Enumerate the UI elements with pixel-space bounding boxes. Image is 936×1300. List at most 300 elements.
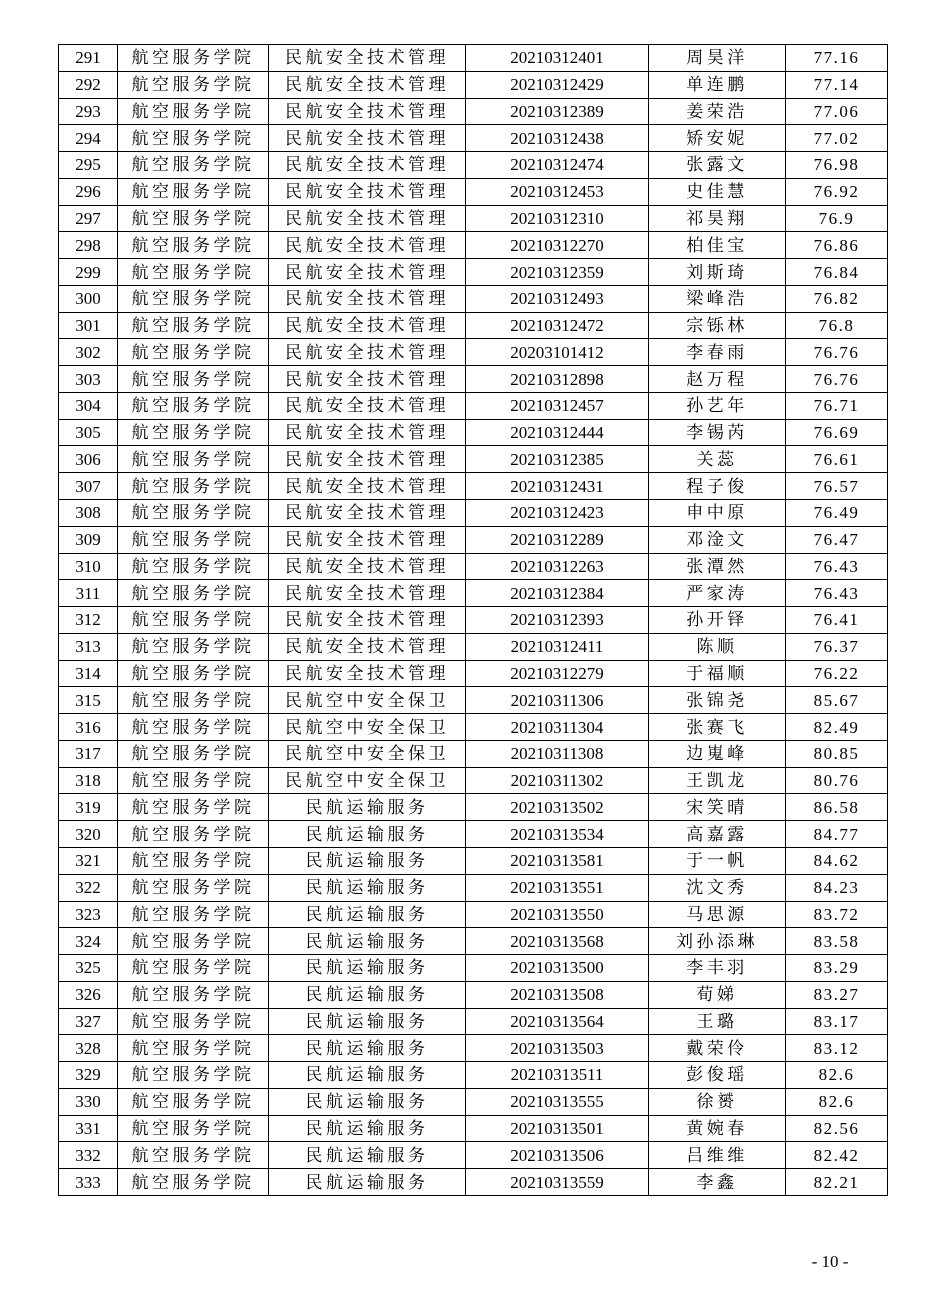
cell-row-number: 323: [59, 901, 118, 928]
cell-name: 宋笑晴: [649, 794, 786, 821]
cell-college: 航空服务学院: [118, 794, 269, 821]
cell-exam-id: 20210312898: [466, 366, 649, 393]
cell-major: 民航安全技术管理: [269, 339, 466, 366]
cell-major: 民航安全技术管理: [269, 633, 466, 660]
cell-row-number: 304: [59, 392, 118, 419]
table-row: [59, 714, 888, 741]
cell-row-number: 328: [59, 1035, 118, 1062]
cell-score: 76.49: [786, 500, 888, 527]
cell-exam-id: 20210313568: [466, 928, 649, 955]
table-row: [59, 740, 888, 767]
table-row: [59, 687, 888, 714]
cell-major: 民航安全技术管理: [269, 500, 466, 527]
cell-row-number: 313: [59, 633, 118, 660]
cell-score: 82.56: [786, 1115, 888, 1142]
cell-exam-id: 20210312431: [466, 473, 649, 500]
cell-major: 民航运输服务: [269, 1008, 466, 1035]
cell-college: 航空服务学院: [118, 1169, 269, 1196]
cell-major: 民航安全技术管理: [269, 98, 466, 125]
cell-college: 航空服务学院: [118, 901, 269, 928]
cell-score: 83.58: [786, 928, 888, 955]
cell-college: 航空服务学院: [118, 446, 269, 473]
cell-name: 赵万程: [649, 366, 786, 393]
cell-college: 航空服务学院: [118, 1062, 269, 1089]
cell-major: 民航安全技术管理: [269, 660, 466, 687]
cell-college: 航空服务学院: [118, 1115, 269, 1142]
cell-row-number: 324: [59, 928, 118, 955]
cell-exam-id: 20210312472: [466, 312, 649, 339]
cell-name: 李锡芮: [649, 419, 786, 446]
cell-exam-id: 20210312310: [466, 205, 649, 232]
table-row: [59, 767, 888, 794]
cell-score: 82.49: [786, 714, 888, 741]
cell-row-number: 312: [59, 607, 118, 634]
cell-name: 彭俊瑶: [649, 1062, 786, 1089]
score-table: [58, 44, 888, 1196]
cell-college: 航空服务学院: [118, 312, 269, 339]
cell-name: 马思源: [649, 901, 786, 928]
cell-name: 张赛飞: [649, 714, 786, 741]
cell-score: 76.37: [786, 633, 888, 660]
cell-major: 民航安全技术管理: [269, 71, 466, 98]
cell-major: 民航安全技术管理: [269, 553, 466, 580]
cell-college: 航空服务学院: [118, 1035, 269, 1062]
cell-row-number: 295: [59, 152, 118, 179]
cell-major: 民航运输服务: [269, 821, 466, 848]
cell-score: 77.16: [786, 45, 888, 72]
cell-college: 航空服务学院: [118, 1008, 269, 1035]
cell-row-number: 333: [59, 1169, 118, 1196]
cell-college: 航空服务学院: [118, 981, 269, 1008]
table-row: [59, 874, 888, 901]
table-row: [59, 1115, 888, 1142]
cell-row-number: 321: [59, 847, 118, 874]
cell-college: 航空服务学院: [118, 607, 269, 634]
table-row: [59, 526, 888, 553]
table-row: [59, 71, 888, 98]
table-row: [59, 500, 888, 527]
cell-name: 于一帆: [649, 847, 786, 874]
cell-score: 77.02: [786, 125, 888, 152]
cell-name: 史佳慧: [649, 178, 786, 205]
table-row: [59, 553, 888, 580]
cell-score: 76.9: [786, 205, 888, 232]
cell-score: 83.12: [786, 1035, 888, 1062]
cell-major: 民航安全技术管理: [269, 232, 466, 259]
table-row: [59, 125, 888, 152]
cell-exam-id: 20210313581: [466, 847, 649, 874]
cell-score: 84.77: [786, 821, 888, 848]
cell-major: 民航运输服务: [269, 955, 466, 982]
cell-major: 民航安全技术管理: [269, 259, 466, 286]
cell-score: 85.67: [786, 687, 888, 714]
cell-major: 民航空中安全保卫: [269, 767, 466, 794]
cell-college: 航空服务学院: [118, 740, 269, 767]
cell-exam-id: 20210312359: [466, 259, 649, 286]
cell-college: 航空服务学院: [118, 45, 269, 72]
cell-name: 陈顺: [649, 633, 786, 660]
cell-exam-id: 20210312423: [466, 500, 649, 527]
cell-score: 76.22: [786, 660, 888, 687]
cell-major: 民航安全技术管理: [269, 526, 466, 553]
cell-name: 单连鹏: [649, 71, 786, 98]
cell-exam-id: 20210313534: [466, 821, 649, 848]
cell-major: 民航安全技术管理: [269, 607, 466, 634]
cell-name: 徐赟: [649, 1088, 786, 1115]
table-row: [59, 232, 888, 259]
cell-college: 航空服务学院: [118, 125, 269, 152]
cell-row-number: 326: [59, 981, 118, 1008]
cell-row-number: 297: [59, 205, 118, 232]
cell-score: 76.43: [786, 580, 888, 607]
cell-score: 83.17: [786, 1008, 888, 1035]
cell-exam-id: 20210313506: [466, 1142, 649, 1169]
cell-score: 76.47: [786, 526, 888, 553]
cell-exam-id: 20210311304: [466, 714, 649, 741]
table-row: [59, 446, 888, 473]
cell-major: 民航安全技术管理: [269, 473, 466, 500]
cell-name: 张潭然: [649, 553, 786, 580]
cell-score: 76.82: [786, 285, 888, 312]
cell-major: 民航安全技术管理: [269, 45, 466, 72]
cell-name: 孙开铎: [649, 607, 786, 634]
cell-score: 76.41: [786, 607, 888, 634]
cell-name: 李鑫: [649, 1169, 786, 1196]
cell-name: 黄婉春: [649, 1115, 786, 1142]
cell-name: 李丰羽: [649, 955, 786, 982]
cell-name: 王凯龙: [649, 767, 786, 794]
cell-row-number: 301: [59, 312, 118, 339]
cell-name: 周昊洋: [649, 45, 786, 72]
cell-row-number: 311: [59, 580, 118, 607]
cell-exam-id: 20210311302: [466, 767, 649, 794]
cell-row-number: 322: [59, 874, 118, 901]
cell-exam-id: 20210313564: [466, 1008, 649, 1035]
cell-major: 民航运输服务: [269, 874, 466, 901]
table-row: [59, 392, 888, 419]
cell-college: 航空服务学院: [118, 955, 269, 982]
cell-major: 民航安全技术管理: [269, 446, 466, 473]
cell-name: 柏佳宝: [649, 232, 786, 259]
cell-major: 民航安全技术管理: [269, 205, 466, 232]
table-row: [59, 473, 888, 500]
cell-exam-id: 20210313501: [466, 1115, 649, 1142]
cell-college: 航空服务学院: [118, 419, 269, 446]
cell-name: 邓淦文: [649, 526, 786, 553]
cell-major: 民航运输服务: [269, 1062, 466, 1089]
cell-name: 申中原: [649, 500, 786, 527]
page-number: - 10 -: [811, 1252, 849, 1271]
table-row: [59, 98, 888, 125]
cell-major: 民航安全技术管理: [269, 285, 466, 312]
table-row: [59, 45, 888, 72]
cell-college: 航空服务学院: [118, 98, 269, 125]
table-row: [59, 607, 888, 634]
cell-major: 民航安全技术管理: [269, 366, 466, 393]
cell-name: 严家涛: [649, 580, 786, 607]
cell-name: 戴荣伶: [649, 1035, 786, 1062]
cell-major: 民航空中安全保卫: [269, 687, 466, 714]
table-row: [59, 419, 888, 446]
cell-name: 姜荣浩: [649, 98, 786, 125]
cell-row-number: 307: [59, 473, 118, 500]
cell-name: 王璐: [649, 1008, 786, 1035]
cell-name: 关蕊: [649, 446, 786, 473]
cell-exam-id: 20210312444: [466, 419, 649, 446]
cell-exam-id: 20210313511: [466, 1062, 649, 1089]
table-row: [59, 794, 888, 821]
cell-name: 程子俊: [649, 473, 786, 500]
cell-row-number: 309: [59, 526, 118, 553]
cell-college: 航空服务学院: [118, 232, 269, 259]
cell-name: 矫安妮: [649, 125, 786, 152]
cell-college: 航空服务学院: [118, 1088, 269, 1115]
cell-name: 刘孙添琳: [649, 928, 786, 955]
cell-score: 76.57: [786, 473, 888, 500]
cell-score: 76.76: [786, 339, 888, 366]
cell-exam-id: 20210313500: [466, 955, 649, 982]
cell-score: 82.6: [786, 1088, 888, 1115]
table-row: [59, 955, 888, 982]
cell-exam-id: 20210312384: [466, 580, 649, 607]
cell-major: 民航安全技术管理: [269, 580, 466, 607]
table-row: [59, 178, 888, 205]
cell-college: 航空服务学院: [118, 285, 269, 312]
cell-major: 民航运输服务: [269, 928, 466, 955]
table-row: [59, 580, 888, 607]
cell-major: 民航安全技术管理: [269, 392, 466, 419]
cell-name: 梁峰浩: [649, 285, 786, 312]
cell-exam-id: 20210312438: [466, 125, 649, 152]
table-row: [59, 928, 888, 955]
cell-row-number: 303: [59, 366, 118, 393]
cell-name: 孙艺年: [649, 392, 786, 419]
cell-score: 84.62: [786, 847, 888, 874]
table-row: [59, 152, 888, 179]
cell-score: 76.98: [786, 152, 888, 179]
cell-name: 沈文秀: [649, 874, 786, 901]
cell-exam-id: 20210312474: [466, 152, 649, 179]
cell-exam-id: 20210313551: [466, 874, 649, 901]
cell-name: 祁昊翔: [649, 205, 786, 232]
cell-college: 航空服务学院: [118, 714, 269, 741]
cell-score: 76.69: [786, 419, 888, 446]
cell-college: 航空服务学院: [118, 339, 269, 366]
cell-college: 航空服务学院: [118, 687, 269, 714]
cell-college: 航空服务学院: [118, 767, 269, 794]
cell-college: 航空服务学院: [118, 526, 269, 553]
table-row: [59, 821, 888, 848]
cell-exam-id: 20210313555: [466, 1088, 649, 1115]
cell-row-number: 327: [59, 1008, 118, 1035]
cell-exam-id: 20210313559: [466, 1169, 649, 1196]
cell-name: 刘斯琦: [649, 259, 786, 286]
table-row: [59, 633, 888, 660]
cell-exam-id: 20210311308: [466, 740, 649, 767]
cell-row-number: 292: [59, 71, 118, 98]
cell-major: 民航运输服务: [269, 847, 466, 874]
cell-major: 民航运输服务: [269, 1115, 466, 1142]
cell-college: 航空服务学院: [118, 392, 269, 419]
cell-college: 航空服务学院: [118, 259, 269, 286]
cell-exam-id: 20210312429: [466, 71, 649, 98]
table-row: [59, 1062, 888, 1089]
cell-college: 航空服务学院: [118, 152, 269, 179]
cell-exam-id: 20210312493: [466, 285, 649, 312]
table-row: [59, 205, 888, 232]
table-row: [59, 1142, 888, 1169]
cell-score: 80.76: [786, 767, 888, 794]
cell-exam-id: 20203101412: [466, 339, 649, 366]
cell-score: 83.72: [786, 901, 888, 928]
cell-row-number: 316: [59, 714, 118, 741]
cell-name: 张锦尧: [649, 687, 786, 714]
cell-row-number: 293: [59, 98, 118, 125]
cell-row-number: 332: [59, 1142, 118, 1169]
table-row: [59, 1169, 888, 1196]
cell-major: 民航空中安全保卫: [269, 714, 466, 741]
cell-row-number: 329: [59, 1062, 118, 1089]
cell-college: 航空服务学院: [118, 580, 269, 607]
cell-exam-id: 20210312453: [466, 178, 649, 205]
cell-row-number: 319: [59, 794, 118, 821]
cell-name: 吕维维: [649, 1142, 786, 1169]
cell-exam-id: 20210312389: [466, 98, 649, 125]
cell-major: 民航安全技术管理: [269, 178, 466, 205]
cell-college: 航空服务学院: [118, 874, 269, 901]
cell-score: 76.76: [786, 366, 888, 393]
cell-major: 民航运输服务: [269, 1142, 466, 1169]
table-row: [59, 901, 888, 928]
cell-score: 76.92: [786, 178, 888, 205]
cell-row-number: 325: [59, 955, 118, 982]
cell-row-number: 305: [59, 419, 118, 446]
cell-name: 荀娣: [649, 981, 786, 1008]
cell-major: 民航安全技术管理: [269, 419, 466, 446]
cell-score: 76.43: [786, 553, 888, 580]
cell-row-number: 298: [59, 232, 118, 259]
cell-exam-id: 20210313503: [466, 1035, 649, 1062]
table-row: [59, 1008, 888, 1035]
cell-major: 民航运输服务: [269, 901, 466, 928]
cell-row-number: 320: [59, 821, 118, 848]
cell-major: 民航运输服务: [269, 1088, 466, 1115]
table-row: [59, 1035, 888, 1062]
cell-exam-id: 20210312279: [466, 660, 649, 687]
cell-major: 民航空中安全保卫: [269, 740, 466, 767]
cell-row-number: 300: [59, 285, 118, 312]
cell-score: 76.61: [786, 446, 888, 473]
cell-row-number: 318: [59, 767, 118, 794]
cell-name: 边嵬峰: [649, 740, 786, 767]
cell-major: 民航安全技术管理: [269, 152, 466, 179]
cell-major: 民航安全技术管理: [269, 312, 466, 339]
cell-college: 航空服务学院: [118, 928, 269, 955]
cell-row-number: 315: [59, 687, 118, 714]
cell-college: 航空服务学院: [118, 71, 269, 98]
cell-college: 航空服务学院: [118, 205, 269, 232]
cell-score: 82.21: [786, 1169, 888, 1196]
cell-exam-id: 20210312263: [466, 553, 649, 580]
table-row: [59, 285, 888, 312]
cell-row-number: 317: [59, 740, 118, 767]
cell-college: 航空服务学院: [118, 500, 269, 527]
cell-score: 82.42: [786, 1142, 888, 1169]
cell-score: 82.6: [786, 1062, 888, 1089]
cell-major: 民航运输服务: [269, 981, 466, 1008]
cell-row-number: 330: [59, 1088, 118, 1115]
cell-score: 76.86: [786, 232, 888, 259]
cell-college: 航空服务学院: [118, 660, 269, 687]
cell-row-number: 331: [59, 1115, 118, 1142]
cell-row-number: 302: [59, 339, 118, 366]
table-row: [59, 339, 888, 366]
cell-exam-id: 20210312401: [466, 45, 649, 72]
cell-major: 民航运输服务: [269, 794, 466, 821]
cell-college: 航空服务学院: [118, 1142, 269, 1169]
cell-score: 77.14: [786, 71, 888, 98]
cell-exam-id: 20210312270: [466, 232, 649, 259]
table-row: [59, 259, 888, 286]
cell-score: 80.85: [786, 740, 888, 767]
cell-name: 张露文: [649, 152, 786, 179]
cell-major: 民航运输服务: [269, 1035, 466, 1062]
score-table-body: [59, 45, 888, 1196]
cell-row-number: 310: [59, 553, 118, 580]
cell-name: 李春雨: [649, 339, 786, 366]
cell-exam-id: 20210312411: [466, 633, 649, 660]
cell-major: 民航运输服务: [269, 1169, 466, 1196]
cell-exam-id: 20210313502: [466, 794, 649, 821]
table-row: [59, 660, 888, 687]
cell-name: 于福顺: [649, 660, 786, 687]
cell-row-number: 306: [59, 446, 118, 473]
cell-score: 83.27: [786, 981, 888, 1008]
cell-exam-id: 20210311306: [466, 687, 649, 714]
cell-score: 76.84: [786, 259, 888, 286]
cell-exam-id: 20210312289: [466, 526, 649, 553]
cell-major: 民航安全技术管理: [269, 125, 466, 152]
cell-score: 77.06: [786, 98, 888, 125]
table-row: [59, 847, 888, 874]
cell-exam-id: 20210313550: [466, 901, 649, 928]
cell-college: 航空服务学院: [118, 553, 269, 580]
cell-score: 83.29: [786, 955, 888, 982]
cell-exam-id: 20210313508: [466, 981, 649, 1008]
cell-row-number: 294: [59, 125, 118, 152]
cell-exam-id: 20210312457: [466, 392, 649, 419]
cell-college: 航空服务学院: [118, 473, 269, 500]
cell-row-number: 308: [59, 500, 118, 527]
cell-exam-id: 20210312393: [466, 607, 649, 634]
table-row: [59, 312, 888, 339]
cell-college: 航空服务学院: [118, 821, 269, 848]
cell-score: 84.23: [786, 874, 888, 901]
table-row: [59, 1088, 888, 1115]
cell-name: 宗铄林: [649, 312, 786, 339]
cell-name: 高嘉露: [649, 821, 786, 848]
cell-row-number: 296: [59, 178, 118, 205]
cell-row-number: 291: [59, 45, 118, 72]
cell-row-number: 314: [59, 660, 118, 687]
table-row: [59, 366, 888, 393]
cell-college: 航空服务学院: [118, 633, 269, 660]
table-row: [59, 981, 888, 1008]
cell-college: 航空服务学院: [118, 178, 269, 205]
cell-score: 76.8: [786, 312, 888, 339]
cell-score: 86.58: [786, 794, 888, 821]
cell-score: 76.71: [786, 392, 888, 419]
